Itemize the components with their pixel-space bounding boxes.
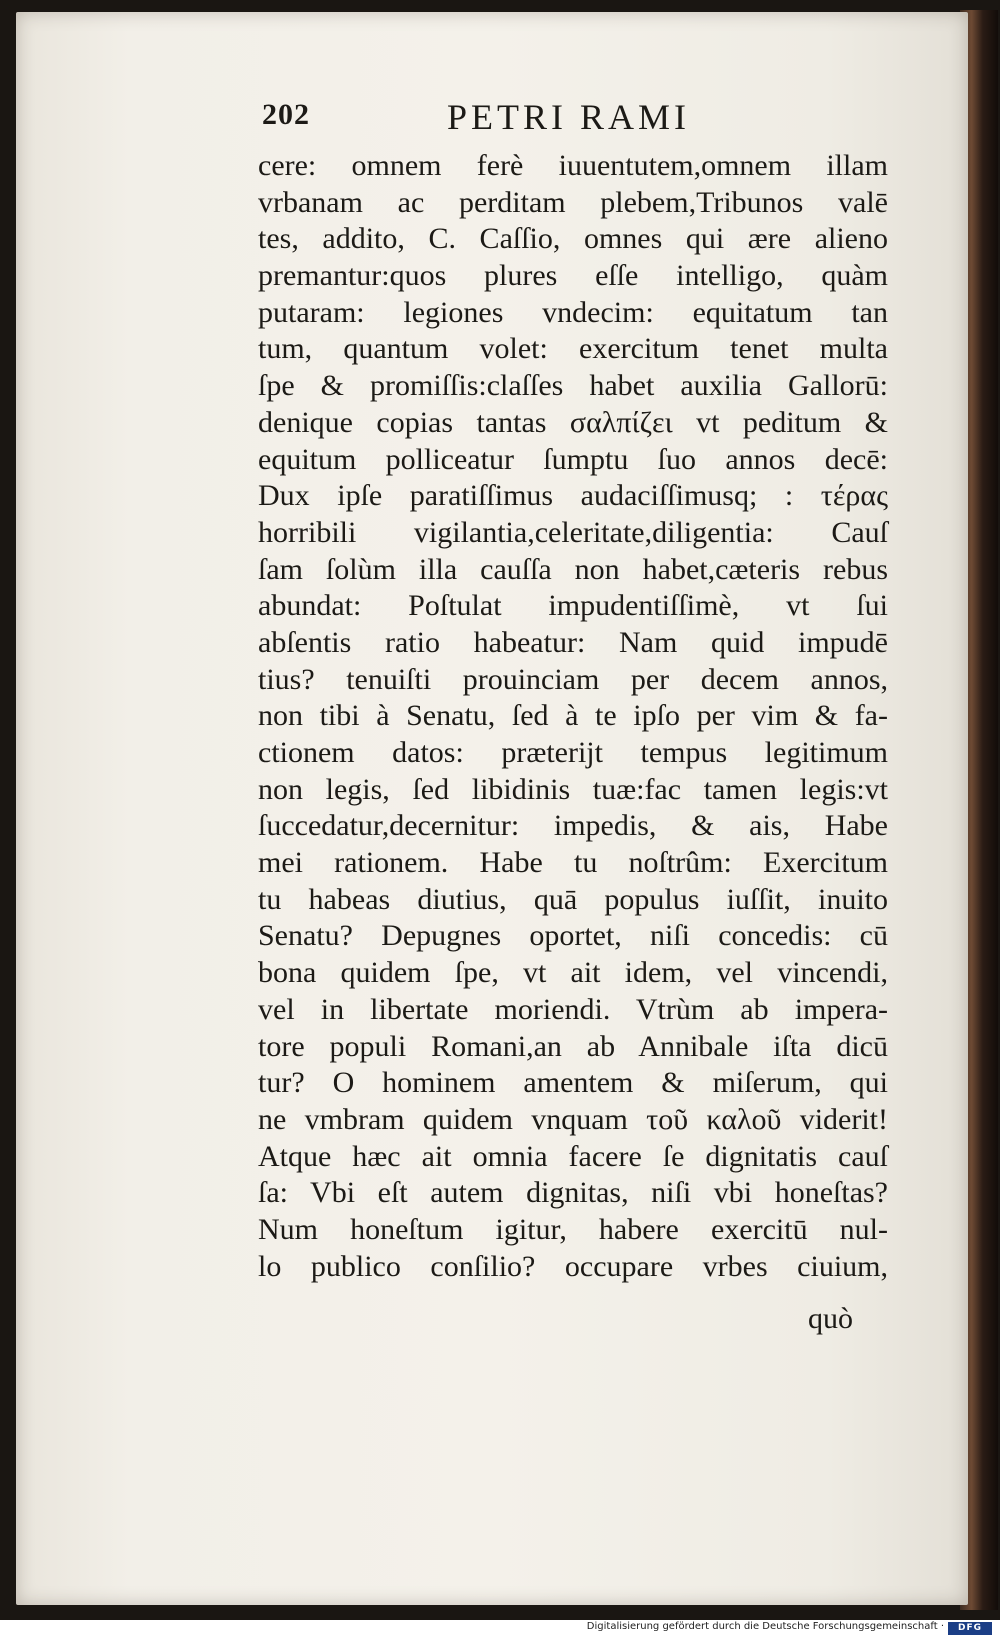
footer-credit: Digitalisierung gefördert durch die Deutsche Forschungsgemeinschaft · — [586, 1621, 944, 1632]
text-block — [258, 148, 888, 1285]
text-line: Dux ipſe paratiſſimus audaciſſimusq; : τέρας — [258, 479, 888, 513]
text-line: vrbanam ac perditam plebem,Tribunos valē — [258, 185, 888, 219]
text-line: denique copias tantas σαλπίζει vt peditum & — [258, 405, 888, 439]
text-line: vel in libertate moriendi. Vtrùm ab impera- — [258, 992, 888, 1026]
text-line: abſentis ratio habeatur: Nam quid impudē — [258, 625, 888, 659]
text-line: premantur:quos plures eſſe intelligo, quàm — [258, 259, 888, 293]
page-header — [262, 96, 722, 146]
dfg-logo[interactable]: DFG — [948, 1622, 992, 1635]
catchword: quò — [808, 1302, 853, 1335]
text-line: Num honeſtum igitur, habere exercitū nul- — [258, 1212, 888, 1246]
page-number: 202 — [262, 98, 310, 131]
text-line: Atque hæc ait omnia facere ſe dignitatis cauſ — [258, 1139, 888, 1173]
text-line: abundat: Poſtulat impudentiſſimè, vt ſui — [258, 589, 888, 623]
text-line: cere: omnem ferè iuuentutem,omnem illam — [258, 149, 888, 182]
running-head: PETRI RAMI — [447, 97, 691, 137]
text-line: ſa: Vbi eſt autem dignitas, niſi vbi honeſtas? — [258, 1176, 888, 1210]
text-line: tius? tenuiſti prouinciam per decem annos, — [258, 662, 888, 696]
text-line: ctionem datos: præterijt tempus legitimum — [258, 736, 888, 769]
text-line: mei rationem. Habe tu noſtrûm: Exercitum — [258, 846, 888, 880]
text-line: ſuccedatur,decernitur: impedis, & ais, Habe — [258, 809, 888, 843]
text-line: tu habeas diutius, quā populus iuſſit, inuito — [258, 882, 888, 916]
text-line: non legis, ſed libidinis tuæ:fac tamen legis:vt — [258, 772, 888, 806]
text-line: ne vmbram quidem vnquam τοῦ καλοῦ viderit! — [258, 1102, 888, 1136]
text-line: lo publico conſilio? occupare vrbes ciuium, — [258, 1249, 888, 1283]
text-line: putaram: legiones vndecim: equitatum tan — [258, 295, 888, 329]
text-line: ſam ſolùm illa cauſſa non habet,cæteris rebus — [258, 552, 888, 586]
text-line: tes, addito, C. Caſſio, omnes qui ære alieno — [258, 222, 888, 256]
text-line: bona quidem ſpe, vt ait idem, vel vincendi, — [258, 956, 888, 990]
text-line: horribili vigilantia,celeritate,diligentia: Cauſ — [258, 515, 888, 549]
text-line: non tibi à Senatu, ſed à te ipſo per vim & fa- — [258, 699, 888, 733]
text-line: equitum polliceatur ſumptu ſuo annos decē: — [258, 442, 888, 476]
text-line: ſpe & promiſſis:claſſes habet auxilia Gallorū: — [258, 369, 888, 403]
text-line: tur? O hominem amentem & miſerum, qui — [258, 1066, 888, 1100]
text-line: tum, quantum volet: exercitum tenet multa — [258, 332, 888, 366]
text-line: Senatu? Depugnes oportet, niſi concedis: cū — [258, 919, 888, 953]
text-line: tore populi Romani,an ab Annibale iſta dicū — [258, 1029, 888, 1063]
